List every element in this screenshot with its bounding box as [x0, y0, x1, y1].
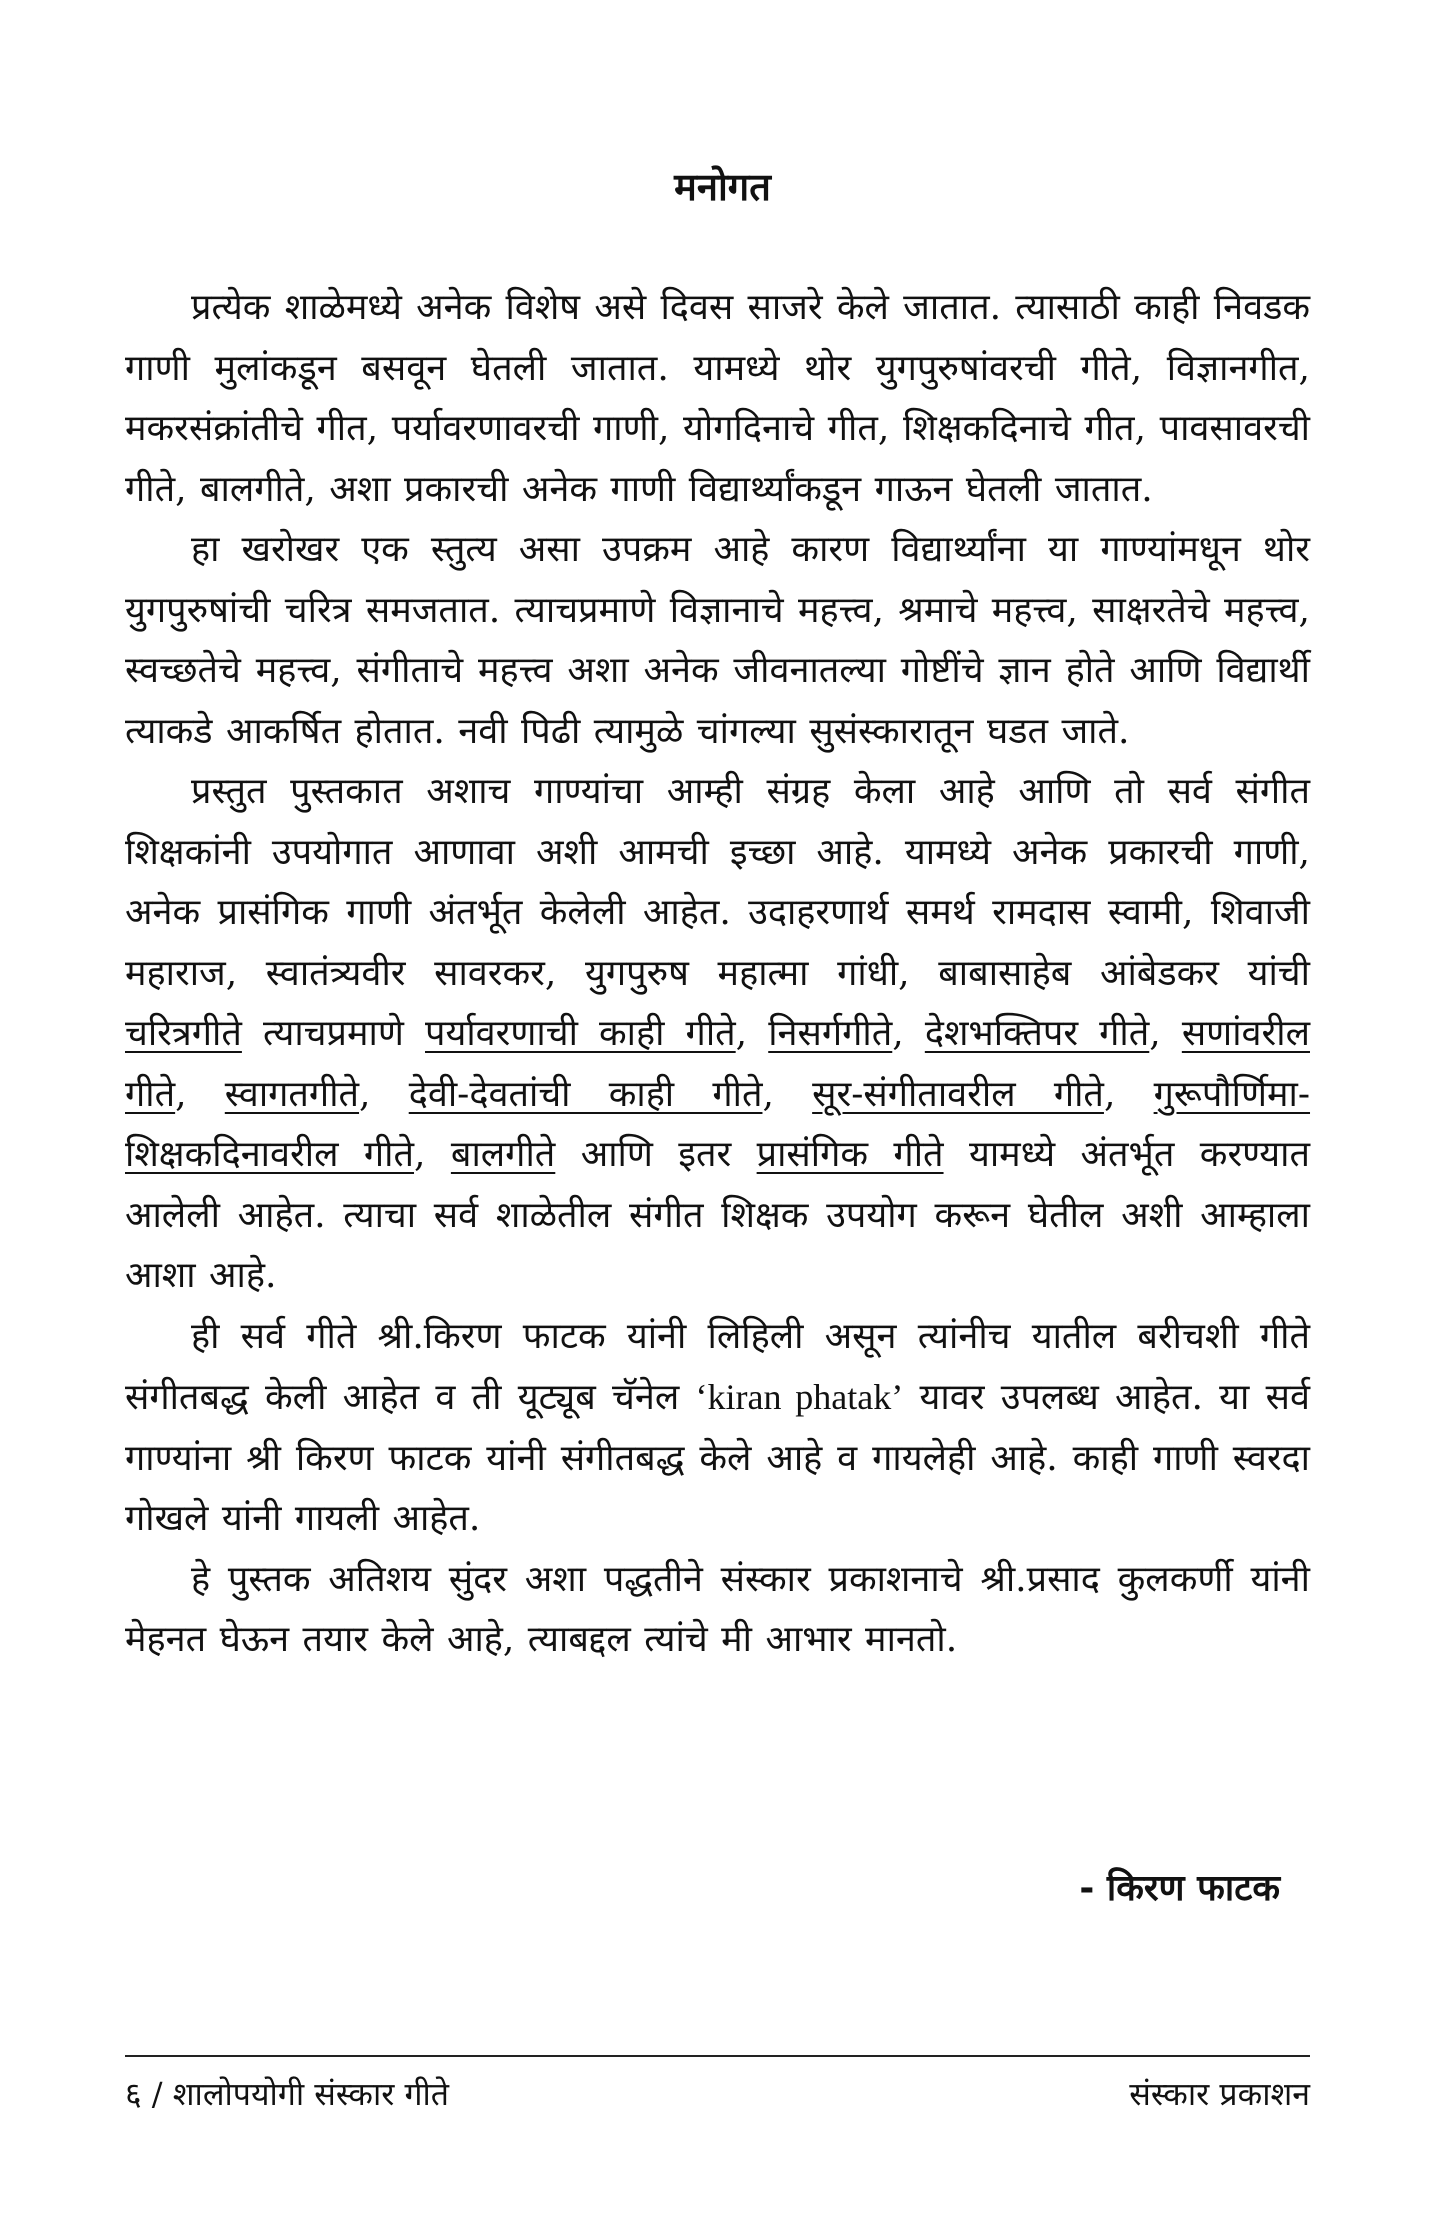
paragraph-text: ,	[175, 1073, 225, 1115]
paragraph-text: ,	[735, 1013, 769, 1054]
author-signature: - किरण फाटक	[1079, 1868, 1280, 1909]
underlined-song-category: सणांवरील गीते	[125, 1013, 1310, 1115]
paragraph-text: ही सर्व गीते श्री.किरण फाटक यांनी लिहिली असून त्यांनीच यातील बरीचशी गीते संगीतबद्ध केली आहेत व ती यूट्यूब चॅनेल	[125, 1315, 1310, 1418]
paragraph-text: यावर उपलब्ध आहेत. या सर्व गाण्यांना श्री किरण फाटक यांनी संगीतबद्ध केले आहे व गायलेही आहे. काही गाणी स्वरदा गोखले यांनी गायली आहेत.	[125, 1377, 1310, 1539]
paragraph-text: आणि इतर	[555, 1134, 757, 1175]
footer-publisher: संस्कार प्रकाशन	[1129, 2075, 1310, 2113]
underlined-song-category: निसर्गगीते	[768, 1013, 893, 1054]
paragraph-text: प्रत्येक शाळेमध्ये अनेक विशेष असे दिवस साजरे केले जातात. त्यासाठी काही निवडक गाणी मुलांकडून बसवून घेतली जातात. यामध्ये थोर युगपुरुषांवरची गीते, विज्ञानगीत, मकरसंक्रांतीचे गीत, पर्यावरणावरची गाणी, योगदिनाचे गीत, शिक्षकदिनाचे गीत, पावसावरची गीते, बालगीते, अशा प्रकारची अनेक गाणी विद्यार्थ्यांकडून गाऊन घेतली जातात.	[125, 287, 1310, 510]
paragraph-text: हा खरोखर एक स्तुत्य असा उपक्रम आहे कारण विद्यार्थ्यांना या गाण्यांमधून थोर युगपुरुषांची चरित्र समजतात. त्याचप्रमाणे विज्ञानाचे महत्त्व, श्रमाचे महत्त्व, साक्षरतेचे महत्त्व, स्वच्छतेचे महत्त्व, संगीताचे महत्त्व अशा अनेक जीवनातल्या गोष्टींचे ज्ञान होते आणि विद्यार्थी त्याकडे आकर्षित होतात. नवी पिढी त्यामुळे चांगल्या सुसंस्कारातून घडत जाते.	[125, 529, 1310, 752]
body-text	[125, 278, 1310, 1671]
footer-page-label: ६ / शालोपयोगी संस्कार गीते	[125, 2075, 450, 2113]
underlined-song-category: बालगीते	[450, 1134, 556, 1175]
paragraph-text: ,	[1149, 1013, 1182, 1054]
underlined-song-category: देवी-देवतांची काही गीते	[408, 1073, 763, 1115]
footer-divider	[125, 2055, 1310, 2057]
paragraph-text: प्रस्तुत पुस्तकात अशाच गाण्यांचा आम्ही संग्रह केला आहे आणि तो सर्व संगीत शिक्षकांनी उपयोगात आणावा अशी आमची इच्छा आहे. यामध्ये अनेक प्रकारची गाणी, अनेक प्रासंगिक गाणी अंतर्भूत केलेली आहेत. उदाहरणार्थ समर्थ रामदास स्वामी, शिवाजी महाराज, स्वातंत्र्यवीर सावरकर, युगपुरुष महात्मा गांधी, बाबासाहेब आंबेडकर यांची	[125, 771, 1310, 994]
paragraph-text: त्याचप्रमाणे	[241, 1013, 425, 1054]
paragraph-1	[125, 278, 1310, 520]
youtube-channel-name: ‘kiran phatak’	[695, 1377, 904, 1417]
paragraph-3	[125, 762, 1310, 1307]
underlined-song-category: गुरूपौर्णिमा-शिक्षकदिनावरील गीते	[125, 1073, 1311, 1175]
underlined-song-category: प्रासंगिक गीते	[756, 1134, 944, 1175]
underlined-song-category: चरित्रगीते	[125, 1013, 242, 1054]
paragraph-text: यामध्ये अंतर्भूत करण्यात आलेली आहेत. त्याचा सर्व शाळेतील संगीत शिक्षक उपयोग करून घेतील अशी आम्हाला आशा आहे.	[125, 1134, 1310, 1296]
underlined-song-category: सूर-संगीतावरील गीते	[812, 1073, 1104, 1115]
paragraph-text: ,	[892, 1013, 925, 1054]
underlined-song-category: पर्यावरणाची काही गीते	[425, 1013, 736, 1054]
paragraph-text: ,	[1103, 1073, 1154, 1115]
paragraph-5	[125, 1550, 1310, 1671]
paragraph-4	[125, 1307, 1310, 1550]
paragraph-text: ,	[359, 1073, 409, 1115]
paragraph-text: ,	[414, 1134, 451, 1175]
underlined-song-category: देशभक्तिपर गीते	[924, 1013, 1150, 1054]
page-title: मनोगत	[674, 165, 771, 209]
paragraph-text: हे पुस्तक अतिशय सुंदर अशा पद्धतीने संस्कार प्रकाशनाचे श्री.प्रसाद कुलकर्णी यांनी मेहनत घेऊन तयार केले आहे, त्याबद्दल त्यांचे मी आभार मानतो.	[125, 1558, 1310, 1660]
underlined-song-category: स्वागतगीते	[224, 1073, 360, 1115]
paragraph-2	[125, 520, 1310, 762]
paragraph-text: ,	[762, 1073, 813, 1115]
